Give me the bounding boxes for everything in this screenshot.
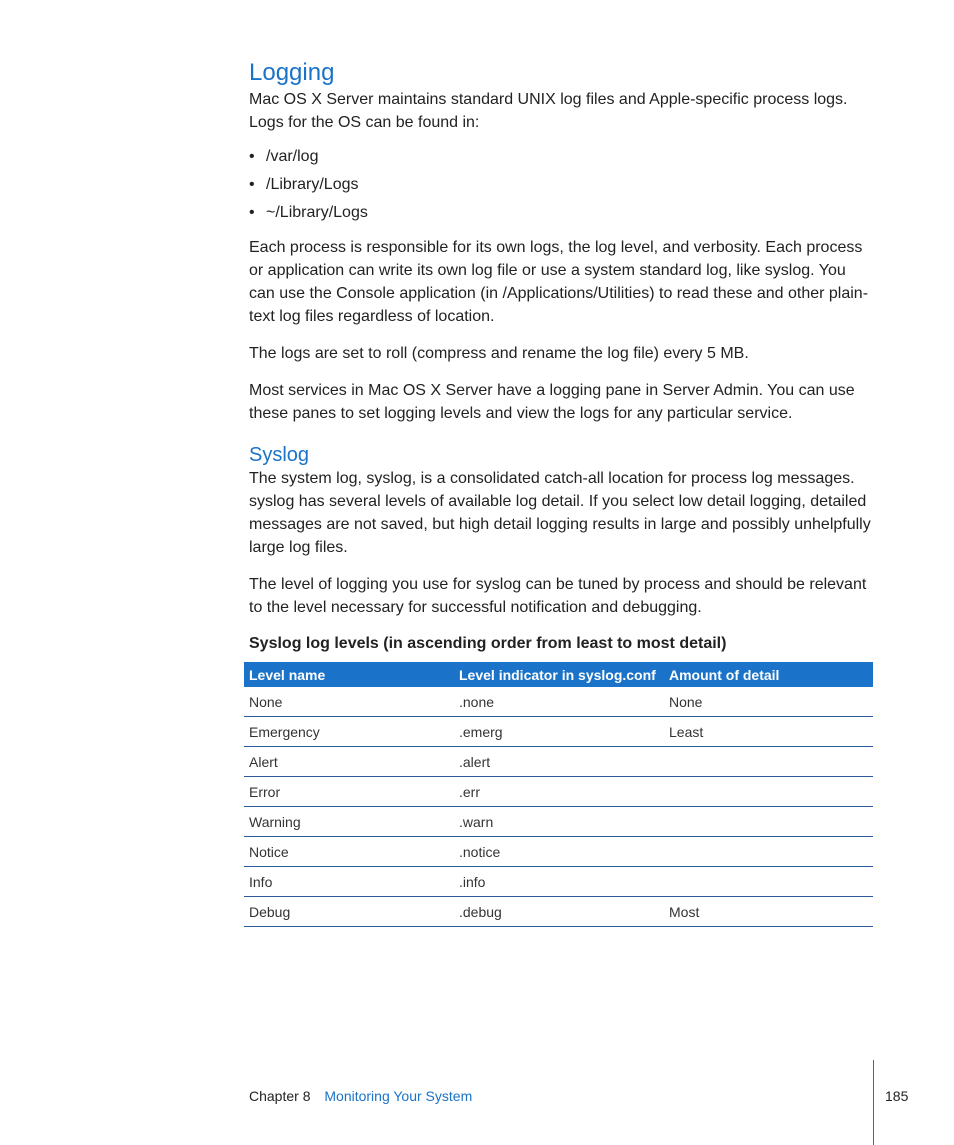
table-row <box>244 747 873 777</box>
list-item-text: /var/log <box>266 148 319 165</box>
syslog-heading: Syslog <box>249 444 310 466</box>
logging-paragraph-3: Most services in Mac OS X Server have a logging pane in Server Admin. You can use these panes to set logging levels and view the logs for any particular service. <box>249 382 855 422</box>
list-item-text: /Library/Logs <box>266 176 359 193</box>
level-name-cell: Notice <box>244 837 454 867</box>
page-content <box>249 58 873 655</box>
logging-heading: Logging <box>249 59 335 86</box>
footer-divider <box>873 1060 874 1145</box>
detail-cell <box>664 807 873 837</box>
table-header-row <box>244 662 873 687</box>
table-row <box>244 717 873 747</box>
detail-cell: Least <box>664 717 873 747</box>
level-indicator-cell: .debug <box>454 897 664 927</box>
page-footer <box>249 1088 472 1104</box>
level-indicator-cell: .emerg <box>454 717 664 747</box>
level-indicator-cell: .info <box>454 867 664 897</box>
list-item <box>249 171 873 199</box>
list-item-text: ~/Library/Logs <box>266 204 368 221</box>
table-row <box>244 777 873 807</box>
table-row <box>244 807 873 837</box>
detail-cell <box>664 867 873 897</box>
logging-intro: Mac OS X Server maintains standard UNIX log files and Apple-specific process logs. Logs for the OS can be found in: <box>249 91 848 131</box>
list-item <box>249 143 873 171</box>
syslog-levels-table <box>244 662 873 927</box>
level-name-cell: None <box>244 687 454 717</box>
level-name-cell: Debug <box>244 897 454 927</box>
detail-cell <box>664 777 873 807</box>
table-row <box>244 897 873 927</box>
level-name-cell: Info <box>244 867 454 897</box>
bullet-icon: • <box>249 176 255 193</box>
column-header-level-indicator: Level indicator in syslog.conf <box>454 662 664 687</box>
bullet-icon: • <box>249 148 255 165</box>
logging-paragraph-1: Each process is responsible for its own logs, the log level, and verbosity. Each process or application can write its own log file or use a system standard log, like syslog. You can use the Console application (in /Applications/Utilities) to read these and other plain-text log files regardless of location. <box>249 239 869 325</box>
level-indicator-cell: .err <box>454 777 664 807</box>
column-header-level-name: Level name <box>244 662 454 687</box>
detail-cell: Most <box>664 897 873 927</box>
level-indicator-cell: .warn <box>454 807 664 837</box>
footer-chapter: Chapter 8 <box>249 1088 311 1104</box>
level-indicator-cell: .alert <box>454 747 664 777</box>
table-row <box>244 837 873 867</box>
detail-cell <box>664 747 873 777</box>
syslog-paragraph-2: The level of logging you use for syslog can be tuned by process and should be relevant to the level necessary for successful notification and debugging. <box>249 576 867 616</box>
bullet-icon: • <box>249 204 255 221</box>
table-row <box>244 867 873 897</box>
footer-section-link[interactable]: Monitoring Your System <box>324 1088 473 1104</box>
log-paths-list <box>249 143 873 227</box>
level-name-cell: Emergency <box>244 717 454 747</box>
page-number: 185 <box>885 1088 909 1104</box>
table-row <box>244 687 873 717</box>
level-name-cell: Warning <box>244 807 454 837</box>
logging-paragraph-2: The logs are set to roll (compress and rename the log file) every 5 MB. <box>249 345 749 362</box>
level-name-cell: Alert <box>244 747 454 777</box>
level-indicator-cell: .none <box>454 687 664 717</box>
syslog-paragraph-1: The system log, syslog, is a consolidated catch-all location for process log messages. syslog has several levels of available log detail. If you select low detail logging, detailed messages are not saved, but high detail logging results in large and possibly unhelpfully large log files. <box>249 470 871 556</box>
level-indicator-cell: .notice <box>454 837 664 867</box>
detail-cell: None <box>664 687 873 717</box>
list-item <box>249 199 873 227</box>
detail-cell <box>664 837 873 867</box>
table-title: Syslog log levels (in ascending order from least to most detail) <box>249 635 727 652</box>
column-header-amount-of-detail: Amount of detail <box>664 662 873 687</box>
level-name-cell: Error <box>244 777 454 807</box>
